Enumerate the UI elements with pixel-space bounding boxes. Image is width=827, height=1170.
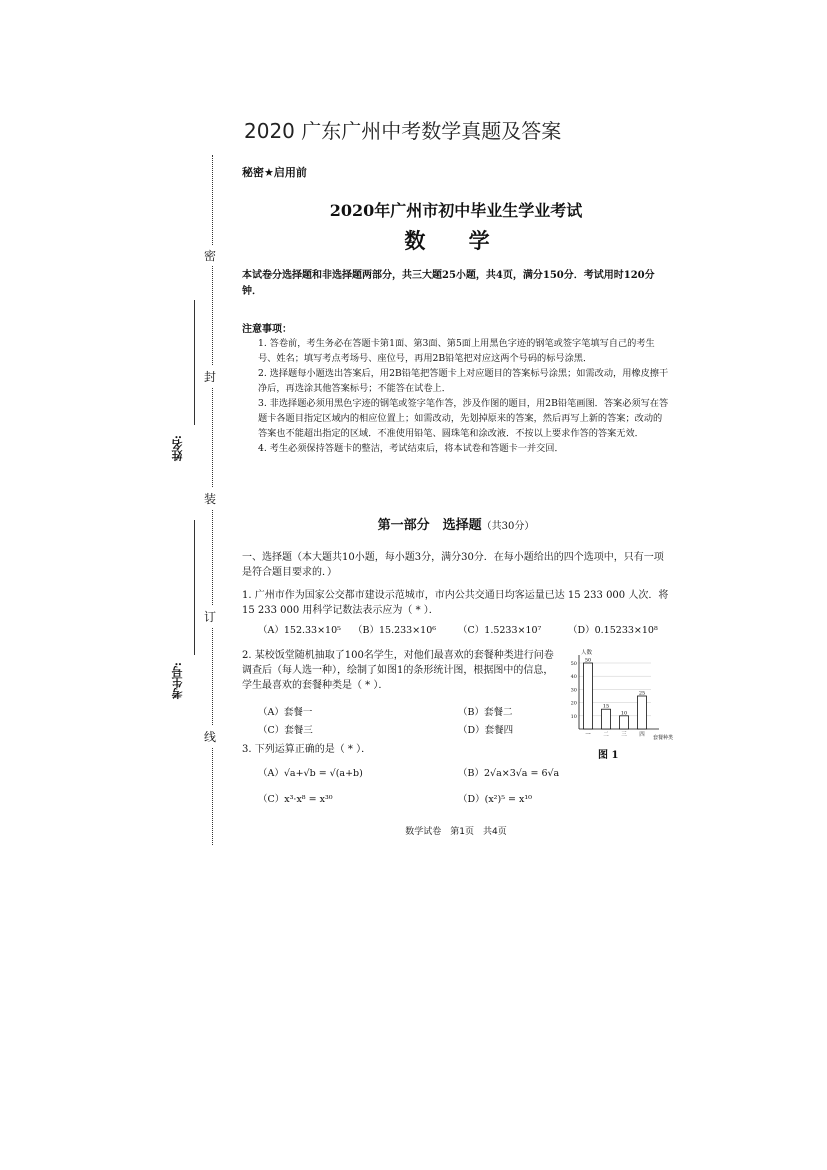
bar-1: [584, 663, 593, 729]
y-tick-label: 30: [570, 687, 577, 694]
y-axis-label: 人数: [581, 650, 593, 656]
part-score-note: （共30分）: [481, 521, 535, 532]
y-tick-label: 40: [570, 674, 577, 681]
figure-1-bar-chart: [565, 647, 695, 747]
bar-4: [638, 696, 647, 729]
question-1-options: [258, 622, 658, 636]
y-tick-label: 50: [570, 661, 577, 667]
section-heading: 一、选择题（本大题共10小题，每小题3分，满分30分．在每小题给出的四个选项中，只有一项是符合题目要求的．）: [242, 552, 664, 578]
x-tick-label: 一: [585, 732, 591, 738]
page-footer: 数学试卷 第1页 共4页: [405, 827, 507, 837]
y-tick-label: 20: [570, 700, 577, 707]
bar-value-label: 15: [602, 703, 610, 710]
note-item: 3. 非选择题必须用黑色字迹的钢笔或签字笔作答，涉及作图的题目，用2B铅笔画图．答案必须写在答题卡各题目指定区域内的相应位置上；如需改动，先划掉原来的答案，然后再写上新的答案；改动的答案也不能超出指定的区域．不准使用铅笔、圆珠笔和涂改液．不按以上要求作答的答案无效．: [258, 398, 669, 439]
q1-option-d: （D）0.15233×10⁸: [568, 625, 658, 636]
q3-option-b: （B）2√a×3√a = 6√a: [458, 768, 560, 779]
question-2-options-row1: [258, 704, 512, 718]
q1-option-b: （B）15.233×10⁶: [353, 625, 437, 636]
binding-char-3: 装: [204, 488, 216, 509]
x-axis-label: 套餐种类: [653, 735, 674, 741]
question-3-options-row2: [258, 791, 532, 805]
binding-char-4: 订: [204, 606, 216, 627]
question-2-options-row2: [258, 722, 513, 736]
scanned-exam-page: [170, 150, 674, 850]
binding-char-2: 封: [204, 366, 216, 387]
q3-option-d: （D）(x²)⁵ = x¹⁰: [458, 794, 532, 805]
bar-2: [602, 709, 611, 729]
name-underline: [194, 300, 195, 425]
note-item: 1. 答卷前，考生务必在答题卡第1面、第3面、第5面上用黑色字迹的钢笔或签字笔填写自己的考生号、姓名；填写考点考场号、座位号，再用2B铅笔把对应这两个号码的标号涂黑．: [258, 338, 655, 364]
part-title-text: 第一部分 选择题: [377, 518, 482, 533]
x-tick-label: 三: [621, 732, 627, 738]
question-2-stem: 2. 某校饭堂随机抽取了100名学生，对他们最喜欢的套餐种类进行问卷调查后（每人选一种），绘制了如图1的条形统计图，根据图中的信息，学生最喜欢的套餐种类是（ * ）．: [242, 650, 554, 691]
exam-title: 2020年广州市初中毕业生学业考试: [329, 201, 583, 220]
binding-char-5: 线: [204, 726, 216, 747]
y-tick-label: 10: [570, 713, 577, 720]
bar-value-label: 50: [584, 657, 592, 664]
question-3-options-row1: [258, 765, 559, 779]
question-1-stem: 1. 广州市作为国家公交都市建设示范城市，市内公共交通日均客运量已达 15 233 000 人次．将 15 233 000 用科学记数法表示应为（ * ）．: [242, 590, 669, 616]
q2-option-a: （A）套餐一: [258, 707, 313, 718]
subject-title: 数 学: [404, 228, 508, 253]
x-tick-label: 四: [639, 732, 645, 738]
q2-option-c: （C）套餐三: [258, 725, 313, 736]
binding-char-1: 密: [204, 245, 216, 266]
q3-option-a: （A）√a+√b = √(a+b): [258, 768, 363, 779]
document-heading: 2020 广东广州中考数学真题及答案: [244, 119, 562, 143]
x-tick-label: 二: [603, 732, 609, 738]
question-3-stem: 3. 下列运算正确的是（ * ）．: [242, 744, 372, 755]
name-label: 姓名:: [171, 435, 184, 462]
q1-option-c: （C）1.5233×10⁷: [458, 625, 542, 636]
bar-3: [620, 716, 629, 729]
notes-list: [258, 336, 670, 456]
id-underline: [194, 520, 195, 655]
secret-mark: 秘密★启用前: [242, 166, 307, 179]
student-id-label: 考生号:: [171, 662, 184, 700]
note-item: 2. 选择题每小题选出答案后，用2B铅笔把答题卡上对应题目的答案标号涂黑；如需改动，用橡皮擦干净后，再选涂其他答案标号；不能答在试卷上．: [258, 368, 669, 394]
q1-option-a: （A）152.33×10⁵: [258, 625, 341, 636]
figure-1-caption: 图 1: [598, 750, 619, 761]
exam-intro: 本试卷分选择题和非选择题两部分，共三大题25小题，共4页，满分150分．考试用时120分钟．: [242, 270, 655, 297]
bar-value-label: 25: [638, 690, 646, 697]
q2-option-b: （B）套餐二: [458, 707, 513, 718]
note-item: 4. 考生必须保持答题卡的整洁，考试结束后，将本试卷和答题卡一并交回．: [258, 443, 564, 454]
bar-value-label: 10: [620, 710, 628, 717]
q2-option-d: （D）套餐四: [458, 725, 514, 736]
part-title: [242, 514, 670, 533]
notes-title: 注意事项：: [242, 324, 292, 335]
q3-option-c: （C）x³·x⁸ = x³⁰: [258, 794, 333, 805]
